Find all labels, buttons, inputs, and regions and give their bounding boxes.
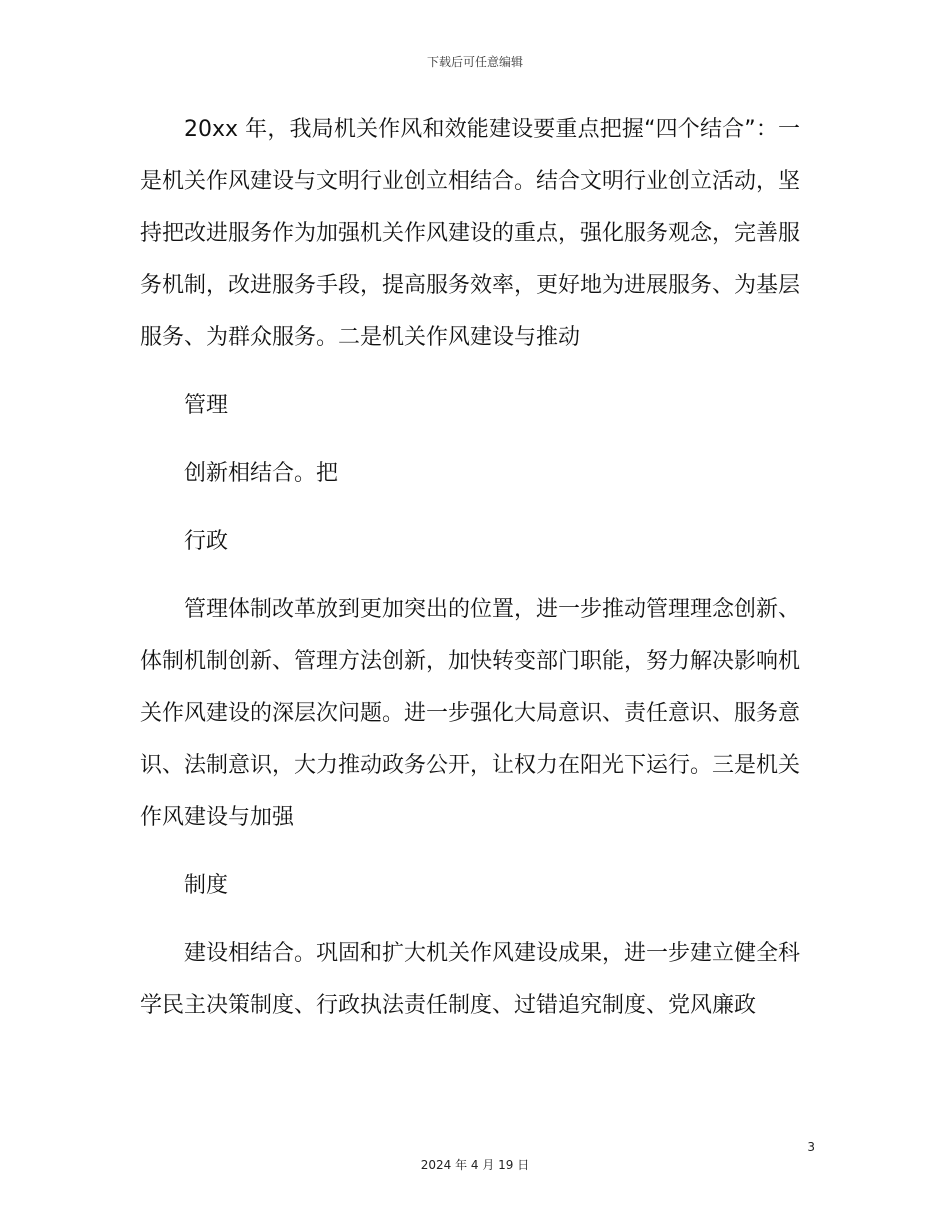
paragraph-system-reform: 管理体制改革放到更加突出的位置，进一步推动管理理念创新、体制机制创新、管理方法创新，加快转变部门职能，努力解决影响机关作风建设的深层次问题。进一步强化大局意识、责任意识、服务意识、法制意识，大力推动政务公开，让权力在阳光下运行。三是机关作风建设与加强 (140, 597, 801, 830)
paragraph-fragment-innovation: 创新相结合。把 (184, 461, 339, 486)
page-header: 下载后可任意编辑 (426, 55, 523, 69)
paragraph-four-combinations: 20xx 年，我局机关作风和效能建设要重点把握“四个结合”：一是机关作风建设与文明行业创立相结合。结合文明行业创立活动，坚持把改进服务作为加强机关作风建设的重点，强化服务观念，完善服务机制，改进服务手段，提高服务效率，更好地为进展服务、为基层服务、为群众服务。二是机关作风建设与推动 (140, 117, 801, 350)
paragraph-fragment-administration: 行政 (184, 529, 229, 554)
paragraph-fragment-management: 管理 (184, 393, 229, 418)
document-body (140, 104, 800, 1048)
paragraph-fragment-system: 制度 (184, 873, 229, 898)
footer-date: 2024 年 4 月 19 日 (420, 1158, 530, 1172)
paragraph-system-construction: 建设相结合。巩固和扩大机关作风建设成果，进一步建立健全科学民主决策制度、行政执法责任制度、过错追究制度、党风廉政 (140, 941, 801, 1018)
page-number: 3 (807, 1140, 815, 1154)
